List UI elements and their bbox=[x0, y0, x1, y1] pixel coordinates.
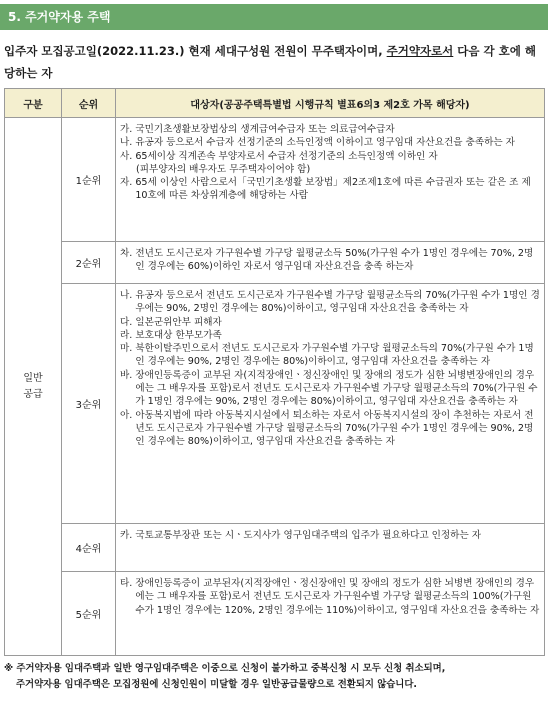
item-text: 일본군위안부 피해자 bbox=[135, 316, 222, 328]
rank-cell: 2순위 bbox=[62, 242, 116, 284]
header-target: 대상자(공공주택특별법 시행규칙 별표6의3 제2호 가목 해당자) bbox=[116, 89, 545, 118]
list-item bbox=[120, 316, 540, 329]
intro-text bbox=[4, 40, 544, 84]
list-item bbox=[120, 369, 540, 409]
table-row bbox=[5, 284, 545, 524]
category-label-line: 일반 bbox=[23, 372, 43, 384]
item-text: (피부양자의 배우자도 무주택자이어야 함) bbox=[136, 163, 311, 175]
list-item bbox=[120, 150, 540, 163]
table-row bbox=[5, 118, 545, 242]
header-category: 구분 bbox=[5, 89, 62, 118]
rank-cell: 4순위 bbox=[62, 524, 116, 572]
item-text: 유공자 등으로서 전년도 도시근로자 가구원수별 가구당 월평균소득의 70%(가구원 수가 1명인 경우에는 90%, 2명인 경우에는 80%)이하이고, 영구임대 자산요건을 충족하는 자 bbox=[135, 290, 540, 315]
intro-part-3: 다음 각 호에 해당하는 자 bbox=[4, 44, 536, 80]
list-item bbox=[120, 176, 540, 203]
rank-cell: 5순위 bbox=[62, 572, 116, 656]
item-marker: 마. bbox=[120, 343, 133, 355]
item-marker: 타. bbox=[120, 578, 133, 589]
rank-cell: 3순위 bbox=[62, 284, 116, 524]
footnote-line-2: 주거약자용 임대주택은 모집정원에 신청인원이 미달할 경우 일반공급물량으로 전환되지 않습니다. bbox=[16, 679, 417, 690]
list-item bbox=[120, 289, 540, 316]
category-cell bbox=[5, 118, 62, 656]
list-item bbox=[120, 409, 540, 449]
target-cell bbox=[116, 572, 545, 656]
list-item bbox=[120, 163, 540, 176]
item-marker: 아. bbox=[120, 409, 133, 421]
item-marker: 바. bbox=[120, 369, 133, 381]
target-cell bbox=[116, 284, 545, 524]
category-label-line: 공급 bbox=[23, 388, 43, 400]
intro-part-1: 입주자 모집공고일(2022.11.23.) 현재 세대구성원 전원이 무주택자이며, bbox=[4, 44, 387, 58]
item-text: 장애인등록증이 교부된 자(지적장애인ㆍ정신장애인 및 장애의 정도가 심한 뇌병변장애인의 경우에는 그 배우자를 포함)로서 전년도 도시근로자 가구원수별 가구당 월평균소득의 70%(가구원 수가 1명인 경우에는 90%, 2명인 경우에는 80%)이하이고, 영구임대 자산요건을 충족하는 자 bbox=[135, 369, 538, 408]
list-item bbox=[120, 247, 540, 274]
item-marker: 나. bbox=[120, 290, 133, 301]
section-title: 5. 주거약자용 주택 bbox=[0, 4, 548, 30]
target-cell bbox=[116, 524, 545, 572]
item-text: 65세 이상인 사람으로서「국민기초생활 보장법」제2조제1호에 따른 수급권자 또는 같은 조 제10호에 따른 차상위계층에 해당하는 사람 bbox=[135, 177, 531, 202]
item-marker: 자. bbox=[120, 177, 133, 189]
eligibility-table bbox=[4, 88, 545, 656]
list-item bbox=[120, 342, 540, 369]
table-row bbox=[5, 572, 545, 656]
footnote-line-1: ※ 주거약자용 임대주택과 일반 영구임대주택은 이중으로 신청이 불가하고 중복신청 시 모두 신청 취소되며, bbox=[4, 663, 446, 674]
item-text: 국토교통부장관 또는 시ㆍ도지사가 영구임대주택의 입주가 필요하다고 인정하는 자 bbox=[135, 530, 482, 541]
item-text: 북한이탈주민으로서 전년도 도시근로자 가구원수별 가구당 월평균소득의 70%(가구원 수가 1명인 경우에는 90%, 2명인 경우에는 80%)이하이고, 영구임대 자산요건을 충족하는 자 bbox=[135, 343, 534, 368]
item-marker: 카. bbox=[120, 530, 133, 541]
list-item bbox=[120, 329, 540, 342]
item-marker: 차. bbox=[120, 248, 133, 259]
rank-cell: 1순위 bbox=[62, 118, 116, 242]
item-text: 유공자 등으로서 수급자 선정기준의 소득인정액 이하이고 영구임대 자산요건을 충족하는 자 bbox=[135, 137, 515, 149]
table-row bbox=[5, 242, 545, 284]
item-text: 장애인등록증이 교부된자(지적장애인ㆍ정신장애인 및 장애의 정도가 심한 뇌병변 장애인의 경우에는 그 배우자를 포함)로서 전년도 도시근로자 가구원수별 가구당 월평균소득의 100%(가구원 수가 1명인 경우에는 120%, 2명인 경우에는 110%)이하이고, 영구임대 자산요건을 충족하는 자 bbox=[135, 578, 540, 616]
footnote bbox=[4, 661, 544, 693]
list-item bbox=[120, 136, 540, 149]
item-marker: 라. bbox=[120, 329, 133, 341]
item-marker: 사. bbox=[120, 150, 133, 162]
target-cell bbox=[116, 118, 545, 242]
item-text: 65세이상 직계존속 부양자로서 수급자 선정기준의 소득인정액 이하인 자 bbox=[135, 150, 438, 162]
item-marker: 다. bbox=[120, 316, 133, 328]
item-text: 국민기초생활보장법상의 생계급여수급자 또는 의료급여수급자 bbox=[135, 124, 395, 135]
target-cell bbox=[116, 242, 545, 284]
item-text: 전년도 도시근로자 가구원수별 가구당 월평균소득 50%(가구원 수가 1명인 경우에는 70%, 2명인 경우에는 60%)이하인 자로서 영구임대 자산요건을 충족 하는자 bbox=[135, 248, 534, 273]
item-marker: 나. bbox=[120, 137, 133, 149]
list-item bbox=[120, 577, 540, 617]
table-row bbox=[5, 524, 545, 572]
header-rank: 순위 bbox=[62, 89, 116, 118]
item-marker: 가. bbox=[120, 124, 133, 135]
list-item bbox=[120, 123, 540, 136]
list-item bbox=[120, 529, 540, 542]
item-text: 보호대상 한부모가족 bbox=[135, 329, 222, 341]
intro-underlined-phrase: 주거약자로서 bbox=[386, 44, 454, 58]
item-text: 아동복지법에 따라 아동복지시설에서 퇴소하는 자로서 아동복지시설의 장이 추천하는 자로서 전년도 도시근로자 가구원수별 가구당 월평균소득의 70%(가구원 수가 1명인 경우에는 90%, 2명인 경우에는 80%)이하이고, 영구임대 자산요건을 충족하는 자 bbox=[135, 409, 534, 448]
table-header-row bbox=[5, 89, 545, 118]
